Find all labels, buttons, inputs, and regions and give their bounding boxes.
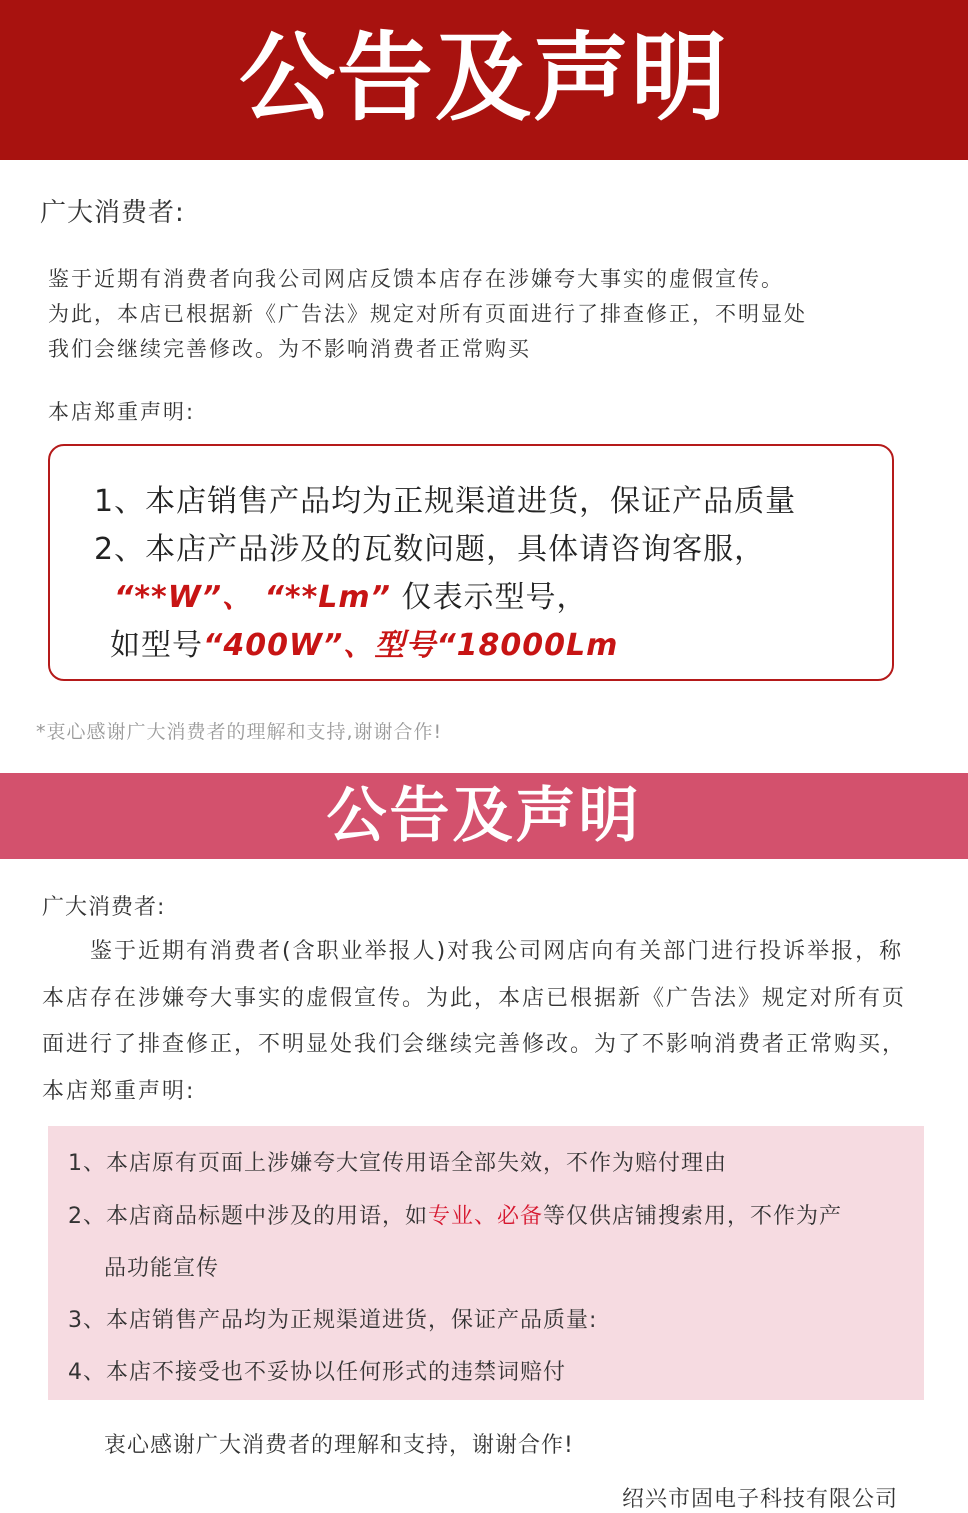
greeting-2: 广大消费者: [42, 895, 166, 920]
body-line: 本店存在涉嫌夸大事实的虚假宣传。为此，本店已根据新《广告法》规定对所有页 [42, 985, 907, 1011]
declaration-item-2 [68, 1199, 842, 1230]
thanks-note-2: 衷心感谢广大消费者的理解和支持，谢谢合作! [104, 1433, 574, 1458]
intro-paragraph-1 [48, 262, 928, 367]
notice-banner-1 [0, 0, 968, 160]
declaration-item-1: 1、本店原有页面上涉嫌夸大宣传用语全部失效，不作为赔付理由 [68, 1151, 727, 1176]
item2-text-a: 2、本店商品标题中涉及的用语，如 [68, 1204, 428, 1229]
company-name: 绍兴市固电子科技有限公司 [622, 1487, 899, 1512]
notice-banner-2 [0, 773, 968, 859]
body-line: 鉴于近期有消费者(含职业举报人)对我公司网店向有关部门进行投诉举报，称 [90, 939, 904, 964]
item2-text-b: 等仅供店铺搜索用，不作为产 [543, 1204, 843, 1229]
body-line: 面进行了排查修正，不明显处我们会继续完善修改。为了不影响消费者正常购买， [42, 1032, 907, 1057]
declaration-heading-1: 本店郑重声明: [48, 400, 196, 424]
intro-line: 为此，本店已根据新《广告法》规定对所有页面进行了排查修正，不明显处 [48, 302, 807, 326]
body-line: 本店郑重声明: [42, 1078, 196, 1104]
notice-title-1: 公告及声明 [239, 22, 729, 134]
declaration-item-2-continued: 品功能宣传 [104, 1256, 220, 1281]
declaration-item-model-example [110, 620, 618, 664]
notice-title-2: 公告及声明 [326, 781, 642, 851]
model-example-highlight: “400W”、型号“18000Lm [203, 628, 619, 663]
intro-line: 我们会继续完善修改。为不影响消费者正常购买 [48, 337, 531, 361]
model-example-prefix: 如型号 [110, 628, 203, 663]
declaration-box-1 [48, 444, 894, 681]
model-note-text: 仅表示型号， [401, 580, 588, 615]
thanks-note-1: *衷心感谢广大消费者的理解和支持,谢谢合作! [36, 721, 443, 743]
declaration-item-1: 1、本店销售产品均为正规渠道进货，保证产品质量 [94, 484, 797, 519]
declaration-item-2: 2、本店产品涉及的瓦数问题，具体请咨询客服， [94, 532, 766, 567]
declaration-box-2 [48, 1126, 924, 1400]
item2-highlight: 专业、必备 [428, 1204, 544, 1229]
declaration-item-4: 4、本店不接受也不妥协以任何形式的违禁词赔付 [68, 1360, 566, 1385]
declaration-item-model-note [114, 572, 588, 616]
declaration-item-3: 3、本店销售产品均为正规渠道进货，保证产品质量: [68, 1308, 598, 1333]
model-unit-highlight: “**W”、 “**Lm” [114, 580, 391, 615]
intro-line: 鉴于近期有消费者向我公司网店反馈本店存在涉嫌夸大事实的虚假宣传。 [48, 267, 784, 291]
intro-paragraph-2 [42, 929, 932, 1115]
greeting-1: 广大消费者: [40, 198, 185, 228]
